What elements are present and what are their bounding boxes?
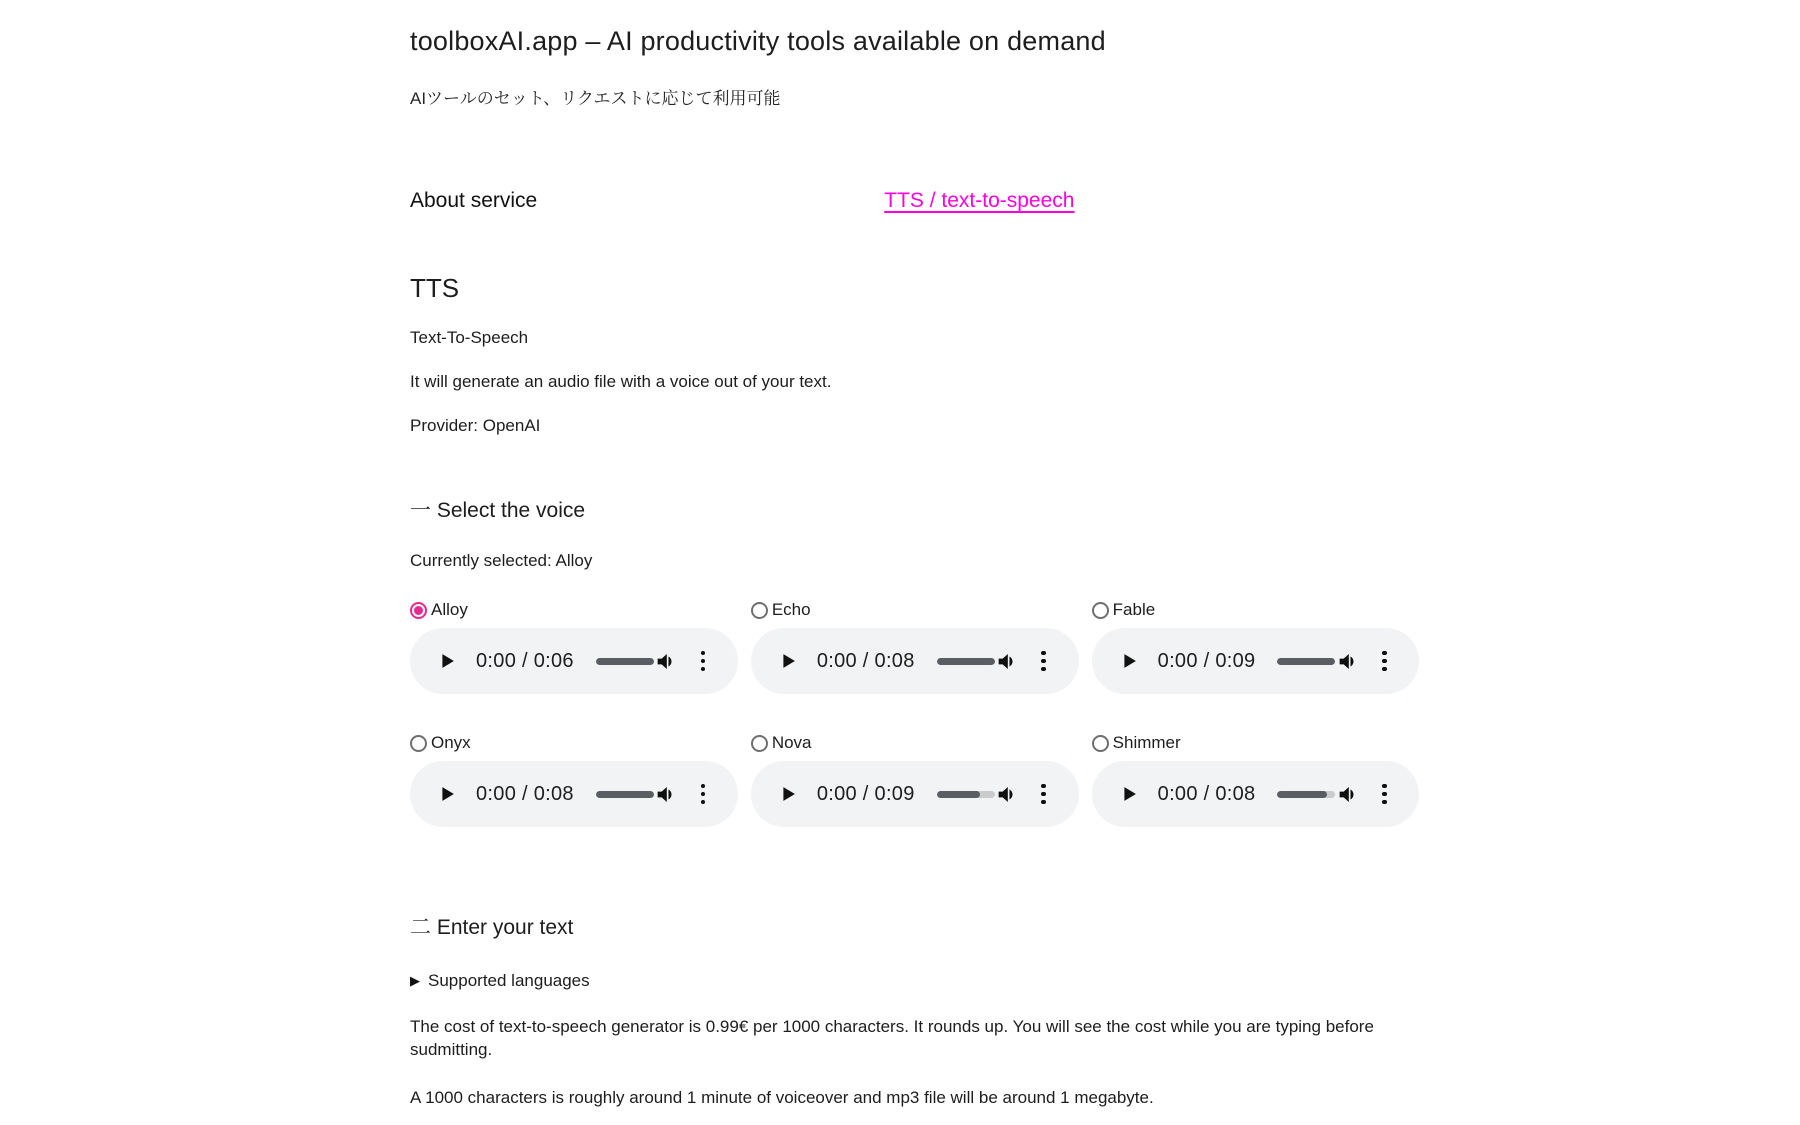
play-button[interactable] bbox=[775, 648, 801, 674]
play-button[interactable] bbox=[1116, 648, 1142, 674]
time-display: 0:00 / 0:08 bbox=[816, 649, 915, 672]
voice-radio[interactable] bbox=[410, 735, 427, 752]
voice-radio-row[interactable] bbox=[751, 732, 1079, 754]
dot-icon bbox=[1041, 800, 1046, 805]
play-button[interactable] bbox=[775, 781, 801, 807]
play-icon bbox=[436, 650, 458, 672]
supported-languages-details bbox=[410, 971, 1390, 991]
dot-icon bbox=[1382, 659, 1387, 664]
seek-bar[interactable] bbox=[596, 791, 654, 798]
volume-icon bbox=[995, 649, 1020, 674]
play-icon bbox=[1118, 650, 1140, 672]
volume-icon bbox=[654, 649, 679, 674]
play-icon bbox=[777, 650, 799, 672]
voice-radio[interactable] bbox=[751, 735, 768, 752]
dot-icon bbox=[1382, 667, 1387, 672]
play-button[interactable] bbox=[1116, 781, 1142, 807]
voice-option bbox=[751, 732, 1079, 827]
voice-name: Nova bbox=[771, 733, 812, 752]
dot-icon bbox=[1382, 800, 1387, 805]
nav-tab-about[interactable]: About service bbox=[410, 189, 538, 212]
overflow-menu-button[interactable] bbox=[1035, 781, 1053, 807]
voice-name: Onyx bbox=[431, 733, 471, 752]
time-display: 0:00 / 0:09 bbox=[1157, 649, 1256, 672]
volume-button[interactable] bbox=[654, 781, 680, 807]
page-content bbox=[410, 26, 1390, 1109]
audio-player bbox=[751, 761, 1079, 827]
dot-icon bbox=[701, 651, 706, 656]
dot-icon bbox=[1041, 659, 1046, 664]
dot-icon bbox=[1382, 651, 1387, 656]
overflow-menu-button[interactable] bbox=[1375, 781, 1393, 807]
audio-player bbox=[1092, 628, 1420, 694]
voice-option bbox=[1092, 732, 1420, 827]
play-icon bbox=[777, 783, 799, 805]
voice-radio[interactable] bbox=[1092, 735, 1109, 752]
play-button[interactable] bbox=[434, 781, 460, 807]
voice-section-heading: 一 Select the voice bbox=[410, 499, 586, 522]
player-track-fill bbox=[1277, 791, 1326, 798]
dot-icon bbox=[1041, 651, 1046, 656]
supported-languages-summary[interactable] bbox=[410, 971, 1390, 991]
voice-option bbox=[410, 599, 738, 694]
size-paragraph: A 1000 characters is roughly around 1 minute of voiceover and mp3 file will be around 1 megabyte. bbox=[410, 1087, 1154, 1107]
overflow-menu-button[interactable] bbox=[694, 648, 712, 674]
seek-bar[interactable] bbox=[937, 658, 995, 665]
volume-button[interactable] bbox=[1335, 781, 1361, 807]
volume-button[interactable] bbox=[995, 781, 1021, 807]
volume-button[interactable] bbox=[995, 648, 1021, 674]
nav-tabs bbox=[410, 189, 1390, 213]
audio-player bbox=[410, 628, 738, 694]
dot-icon bbox=[1041, 784, 1046, 789]
tts-provider: Provider: OpenAI bbox=[410, 416, 541, 435]
dot-icon bbox=[1382, 784, 1387, 789]
overflow-menu-button[interactable] bbox=[1035, 648, 1053, 674]
voice-radio[interactable] bbox=[1092, 602, 1109, 619]
dot-icon bbox=[1041, 792, 1046, 797]
page-subtitle: AIツールのセット、リクエストに応じて利用可能 bbox=[410, 89, 781, 108]
dot-icon bbox=[701, 784, 706, 789]
cost-paragraph: The cost of text-to-speech generator is 0.99€ per 1000 characters. It rounds up. You will see the cost while you are typing before sudmitting. bbox=[410, 1017, 1374, 1060]
voice-name: Echo bbox=[771, 600, 811, 619]
voice-name: Alloy bbox=[431, 600, 468, 619]
voice-radio[interactable] bbox=[751, 602, 768, 619]
dot-icon bbox=[701, 659, 706, 664]
volume-button[interactable] bbox=[654, 648, 680, 674]
dot-icon bbox=[1382, 792, 1387, 797]
voice-grid bbox=[410, 599, 1390, 827]
audio-player bbox=[751, 628, 1079, 694]
dot-icon bbox=[701, 667, 706, 672]
voice-radio-row[interactable] bbox=[410, 732, 738, 754]
time-display: 0:00 / 0:08 bbox=[476, 782, 574, 805]
volume-icon bbox=[654, 782, 679, 807]
voice-radio[interactable] bbox=[410, 602, 427, 619]
dot-icon bbox=[701, 800, 706, 805]
play-button[interactable] bbox=[434, 648, 460, 674]
play-icon bbox=[436, 783, 458, 805]
player-track-fill bbox=[937, 791, 981, 798]
dot-icon bbox=[1041, 667, 1046, 672]
seek-bar[interactable] bbox=[1277, 658, 1335, 665]
time-display: 0:00 / 0:08 bbox=[1157, 782, 1256, 805]
voice-radio-row[interactable] bbox=[1092, 599, 1420, 621]
volume-button[interactable] bbox=[1335, 648, 1361, 674]
voice-option bbox=[1092, 599, 1420, 694]
voice-radio-row[interactable] bbox=[751, 599, 1079, 621]
voice-name: Fable bbox=[1112, 600, 1156, 619]
audio-player bbox=[1092, 761, 1420, 827]
dot-icon bbox=[701, 792, 706, 797]
player-track-fill bbox=[937, 658, 995, 665]
time-display: 0:00 / 0:06 bbox=[476, 649, 574, 672]
seek-bar[interactable] bbox=[937, 791, 995, 798]
nav-tab-tts[interactable]: TTS / text-to-speech bbox=[884, 189, 1075, 212]
time-display: 0:00 / 0:09 bbox=[816, 782, 915, 805]
voice-radio-row[interactable] bbox=[1092, 732, 1420, 754]
current-voice-label: Currently selected: Alloy bbox=[410, 551, 593, 570]
voice-option bbox=[410, 732, 738, 827]
play-icon bbox=[1118, 783, 1140, 805]
seek-bar[interactable] bbox=[1277, 791, 1335, 798]
voice-name: Shimmer bbox=[1112, 733, 1181, 752]
volume-icon bbox=[1336, 649, 1361, 674]
overflow-menu-button[interactable] bbox=[1375, 648, 1393, 674]
page-title: toolboxAI.app – AI productivity tools available on demand bbox=[410, 26, 1106, 56]
seek-bar[interactable] bbox=[596, 658, 654, 665]
overflow-menu-button[interactable] bbox=[694, 781, 712, 807]
player-track-fill bbox=[596, 791, 654, 798]
volume-icon bbox=[1336, 782, 1361, 807]
tts-description: It will generate an audio file with a voice out of your text. bbox=[410, 372, 832, 391]
audio-player bbox=[410, 761, 738, 827]
tts-subtitle: Text-To-Speech bbox=[410, 328, 529, 347]
voice-radio-row[interactable] bbox=[410, 599, 738, 621]
player-track-fill bbox=[1277, 658, 1335, 665]
tts-heading: TTS bbox=[410, 273, 460, 303]
disclosure-triangle-icon: ▶ bbox=[410, 973, 420, 988]
enter-text-heading: 二 Enter your text bbox=[410, 916, 574, 939]
voice-option bbox=[751, 599, 1079, 694]
supported-languages-label: Supported languages bbox=[428, 971, 590, 990]
volume-icon bbox=[995, 782, 1020, 807]
player-track-fill bbox=[596, 658, 654, 665]
